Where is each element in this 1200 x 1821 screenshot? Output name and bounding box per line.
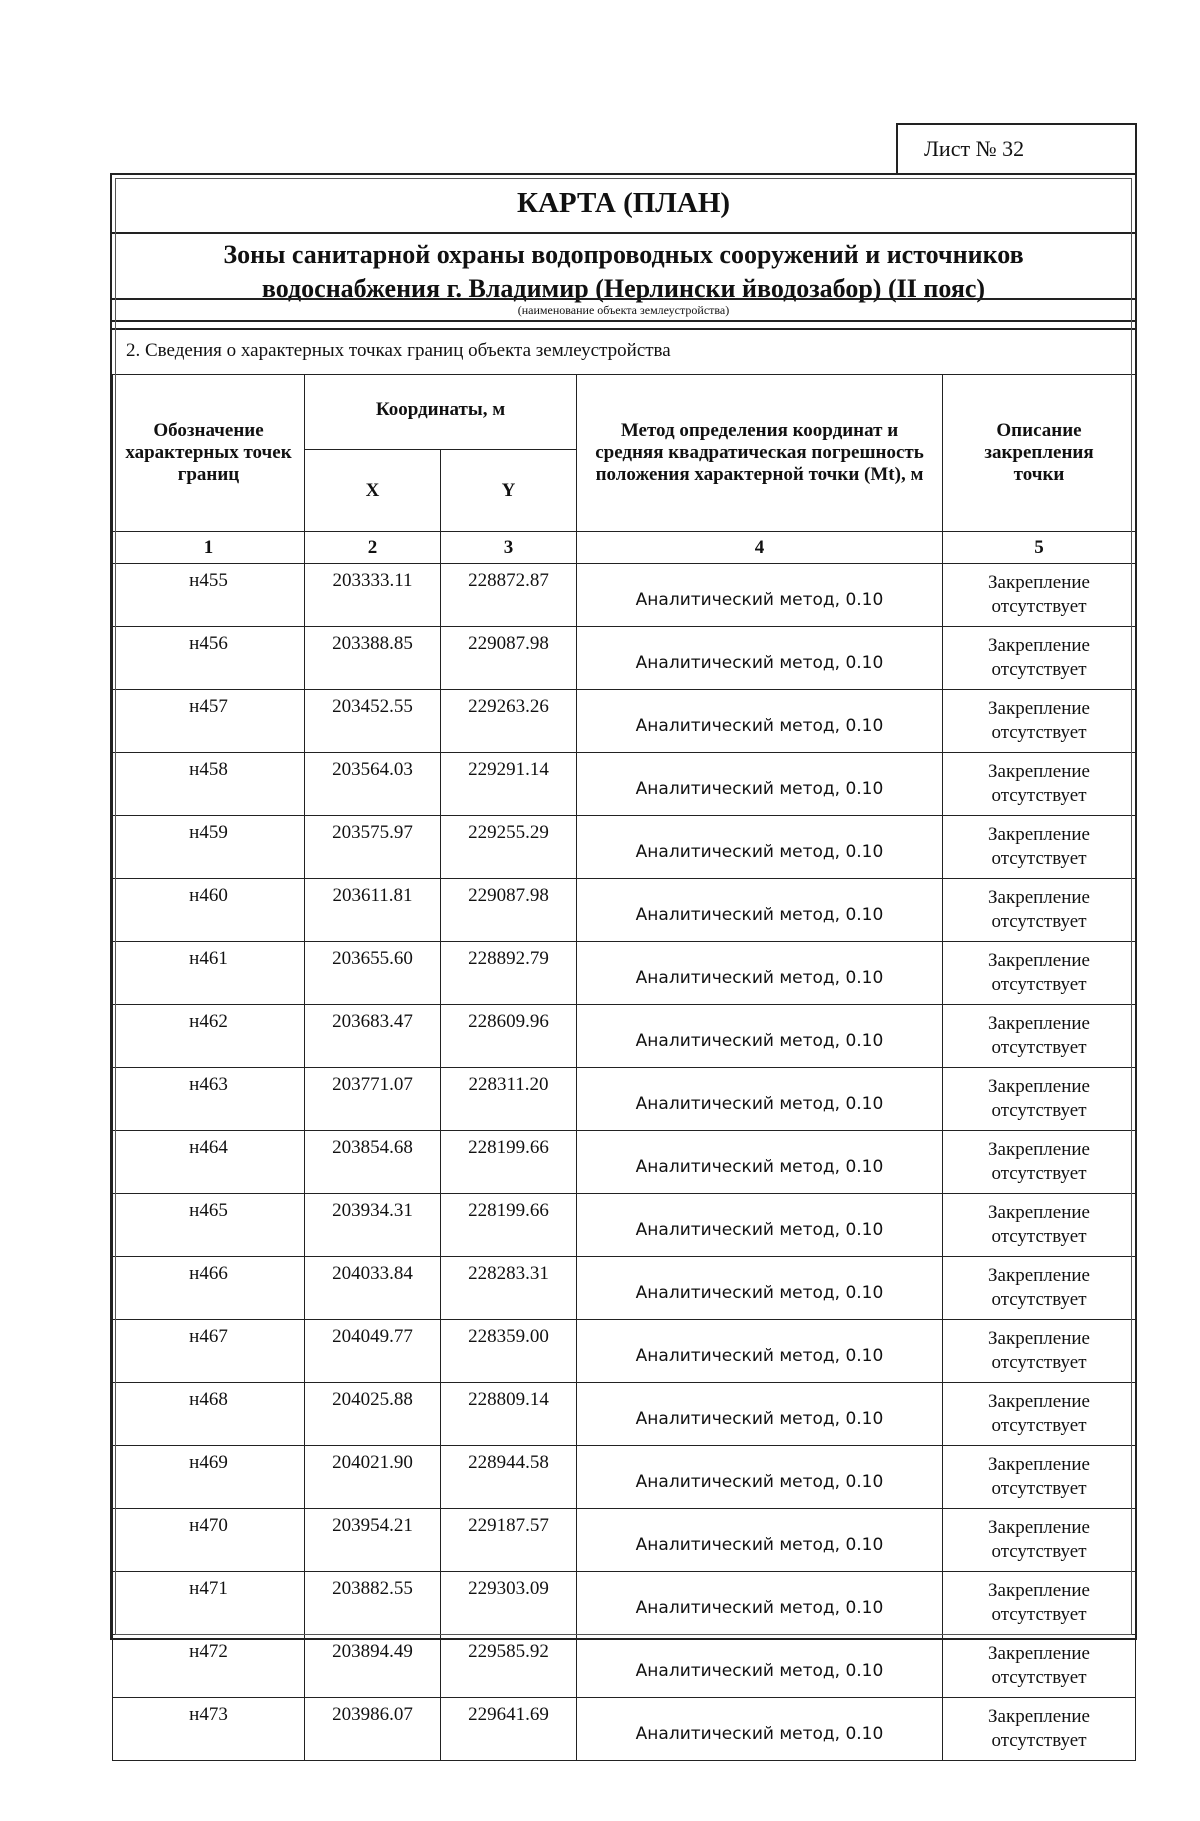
table-row	[113, 1005, 1136, 1068]
x-cell: 204033.84	[305, 1257, 441, 1320]
method-cell: Аналитический метод, 0.10	[577, 1572, 943, 1635]
description-cell	[943, 1572, 1136, 1635]
empty-row	[113, 1761, 1136, 1821]
point-cell: н457	[113, 690, 305, 753]
point-cell: н455	[113, 564, 305, 627]
x-cell: 204025.88	[305, 1383, 441, 1446]
table-row	[113, 1068, 1136, 1131]
y-cell: 229303.09	[441, 1572, 577, 1635]
y-cell: 228944.58	[441, 1446, 577, 1509]
y-cell: 228609.96	[441, 1005, 577, 1068]
table-row	[113, 1194, 1136, 1257]
table-row	[113, 1446, 1136, 1509]
x-cell: 203655.60	[305, 942, 441, 1005]
description-line: Закрепление	[943, 1390, 1135, 1414]
column-number: 2	[305, 532, 441, 564]
y-cell: 229291.14	[441, 753, 577, 816]
point-cell: н469	[113, 1446, 305, 1509]
table-row	[113, 1131, 1136, 1194]
description-line: Закрепление	[943, 1075, 1135, 1099]
y-cell: 229641.69	[441, 1698, 577, 1761]
x-cell: 203934.31	[305, 1194, 441, 1257]
table-row	[113, 1320, 1136, 1383]
method-cell: Аналитический метод, 0.10	[577, 627, 943, 690]
description-line: Закрепление	[943, 1579, 1135, 1603]
description-cell	[943, 1635, 1136, 1698]
document-frame	[110, 173, 1137, 1640]
header-y: Y	[441, 450, 577, 532]
description-line: отсутствует	[943, 784, 1135, 808]
point-cell: н468	[113, 1383, 305, 1446]
description-cell	[943, 942, 1136, 1005]
point-cell: н461	[113, 942, 305, 1005]
section-title: 2. Сведения о характерных точках границ объекта землеустройства	[112, 328, 1135, 374]
table-row	[113, 690, 1136, 753]
description-line: Закрепление	[943, 1642, 1135, 1666]
x-cell: 203575.97	[305, 816, 441, 879]
points-table	[112, 374, 1136, 1821]
table-row	[113, 1509, 1136, 1572]
sheet-number: Лист № 32	[896, 123, 1137, 173]
description-line: Закрепление	[943, 1327, 1135, 1351]
description-line: Закрепление	[943, 1012, 1135, 1036]
table-row	[113, 753, 1136, 816]
table-row	[113, 1572, 1136, 1635]
x-cell: 203611.81	[305, 879, 441, 942]
method-cell: Аналитический метод, 0.10	[577, 816, 943, 879]
method-cell: Аналитический метод, 0.10	[577, 1005, 943, 1068]
x-cell: 203452.55	[305, 690, 441, 753]
point-cell: н466	[113, 1257, 305, 1320]
description-cell	[943, 1005, 1136, 1068]
description-line: отсутствует	[943, 1540, 1135, 1564]
method-cell: Аналитический метод, 0.10	[577, 1446, 943, 1509]
header-x: X	[305, 450, 441, 532]
y-cell: 229255.29	[441, 816, 577, 879]
x-cell: 204049.77	[305, 1320, 441, 1383]
point-cell: н465	[113, 1194, 305, 1257]
column-number: 5	[943, 532, 1136, 564]
description-line: отсутствует	[943, 847, 1135, 871]
method-cell: Аналитический метод, 0.10	[577, 1383, 943, 1446]
object-name-caption: (наименование объекта землеустройства)	[112, 298, 1135, 322]
table-row	[113, 564, 1136, 627]
point-cell: н470	[113, 1509, 305, 1572]
description-line: отсутствует	[943, 1099, 1135, 1123]
method-cell: Аналитический метод, 0.10	[577, 879, 943, 942]
column-number: 4	[577, 532, 943, 564]
method-cell: Аналитический метод, 0.10	[577, 1698, 943, 1761]
method-cell: Аналитический метод, 0.10	[577, 942, 943, 1005]
object-name	[112, 234, 1135, 307]
description-cell	[943, 1257, 1136, 1320]
column-number: 3	[441, 532, 577, 564]
y-cell: 229187.57	[441, 1509, 577, 1572]
description-cell	[943, 1509, 1136, 1572]
description-line: Закрепление	[943, 697, 1135, 721]
description-cell	[943, 816, 1136, 879]
header-method: Метод определения координат и средняя квадратическая погрешность положения характерной точки (Mt), м	[577, 375, 943, 532]
table-row	[113, 627, 1136, 690]
description-cell	[943, 1698, 1136, 1761]
description-cell	[943, 753, 1136, 816]
x-cell: 203882.55	[305, 1572, 441, 1635]
y-cell: 229585.92	[441, 1635, 577, 1698]
description-line: отсутствует	[943, 721, 1135, 745]
y-cell: 228872.87	[441, 564, 577, 627]
method-cell: Аналитический метод, 0.10	[577, 1320, 943, 1383]
description-line: отсутствует	[943, 1288, 1135, 1312]
x-cell: 203854.68	[305, 1131, 441, 1194]
description-line: Закрепление	[943, 823, 1135, 847]
object-name-line-1: Зоны санитарной охраны водопроводных сооружений и источников	[112, 238, 1135, 272]
column-number: 1	[113, 532, 305, 564]
description-line: Закрепление	[943, 571, 1135, 595]
description-line: Закрепление	[943, 1264, 1135, 1288]
description-line: Закрепление	[943, 886, 1135, 910]
method-cell: Аналитический метод, 0.10	[577, 1068, 943, 1131]
point-cell: н463	[113, 1068, 305, 1131]
table-row	[113, 1257, 1136, 1320]
table-row	[113, 879, 1136, 942]
y-cell: 228283.31	[441, 1257, 577, 1320]
method-cell: Аналитический метод, 0.10	[577, 1509, 943, 1572]
y-cell: 228809.14	[441, 1383, 577, 1446]
description-line: отсутствует	[943, 1225, 1135, 1249]
table-row	[113, 1383, 1136, 1446]
method-cell: Аналитический метод, 0.10	[577, 1131, 943, 1194]
point-cell: н464	[113, 1131, 305, 1194]
point-cell: н472	[113, 1635, 305, 1698]
method-cell: Аналитический метод, 0.10	[577, 1194, 943, 1257]
description-line: отсутствует	[943, 1036, 1135, 1060]
description-cell	[943, 1446, 1136, 1509]
description-line: отсутствует	[943, 1729, 1135, 1753]
description-line: отсутствует	[943, 1351, 1135, 1375]
y-cell: 228199.66	[441, 1194, 577, 1257]
header-coordinates: Координаты, м	[305, 375, 577, 450]
description-line: Закрепление	[943, 1705, 1135, 1729]
description-cell	[943, 1131, 1136, 1194]
description-line: отсутствует	[943, 910, 1135, 934]
document-title: КАРТА (ПЛАН)	[112, 175, 1135, 234]
point-cell: н467	[113, 1320, 305, 1383]
point-cell: н460	[113, 879, 305, 942]
table-row	[113, 1698, 1136, 1761]
x-cell: 203954.21	[305, 1509, 441, 1572]
y-cell: 229087.98	[441, 627, 577, 690]
point-cell: н456	[113, 627, 305, 690]
description-line: отсутствует	[943, 1414, 1135, 1438]
description-line: отсутствует	[943, 658, 1135, 682]
description-line: Закрепление	[943, 1516, 1135, 1540]
y-cell: 228359.00	[441, 1320, 577, 1383]
description-line: Закрепление	[943, 1201, 1135, 1225]
description-line: отсутствует	[943, 1477, 1135, 1501]
description-line: Закрепление	[943, 634, 1135, 658]
description-cell	[943, 879, 1136, 942]
x-cell: 203388.85	[305, 627, 441, 690]
table-row	[113, 816, 1136, 879]
y-cell: 228199.66	[441, 1131, 577, 1194]
description-line: Закрепление	[943, 1453, 1135, 1477]
x-cell: 203333.11	[305, 564, 441, 627]
header-description: Описание закрепления точки	[943, 375, 1136, 532]
point-cell: н471	[113, 1572, 305, 1635]
description-cell	[943, 1194, 1136, 1257]
description-line: отсутствует	[943, 1666, 1135, 1690]
y-cell: 229087.98	[441, 879, 577, 942]
method-cell: Аналитический метод, 0.10	[577, 564, 943, 627]
description-line: отсутствует	[943, 1603, 1135, 1627]
object-name-line-2: водоснабжения г. Владимир (Нерлински йводозабор) (II пояс)	[112, 272, 1135, 306]
method-cell: Аналитический метод, 0.10	[577, 690, 943, 753]
description-cell	[943, 1383, 1136, 1446]
description-cell	[943, 690, 1136, 753]
x-cell: 203894.49	[305, 1635, 441, 1698]
method-cell: Аналитический метод, 0.10	[577, 753, 943, 816]
point-cell: н462	[113, 1005, 305, 1068]
y-cell: 229263.26	[441, 690, 577, 753]
x-cell: 203683.47	[305, 1005, 441, 1068]
description-line: Закрепление	[943, 1138, 1135, 1162]
header-point: Обозначение характерных точек границ	[113, 375, 305, 532]
point-cell: н458	[113, 753, 305, 816]
description-cell	[943, 1068, 1136, 1131]
table-row	[113, 1635, 1136, 1698]
x-cell: 203564.03	[305, 753, 441, 816]
description-line: отсутствует	[943, 595, 1135, 619]
point-cell: н459	[113, 816, 305, 879]
y-cell: 228311.20	[441, 1068, 577, 1131]
y-cell: 228892.79	[441, 942, 577, 1005]
description-line: Закрепление	[943, 949, 1135, 973]
column-numbers-row	[113, 532, 1136, 564]
method-cell: Аналитический метод, 0.10	[577, 1635, 943, 1698]
x-cell: 203986.07	[305, 1698, 441, 1761]
description-cell	[943, 1320, 1136, 1383]
description-line: отсутствует	[943, 1162, 1135, 1186]
x-cell: 203771.07	[305, 1068, 441, 1131]
description-cell	[943, 627, 1136, 690]
point-cell: н473	[113, 1698, 305, 1761]
x-cell: 204021.90	[305, 1446, 441, 1509]
description-line: Закрепление	[943, 760, 1135, 784]
description-cell	[943, 564, 1136, 627]
table-row	[113, 942, 1136, 1005]
method-cell: Аналитический метод, 0.10	[577, 1257, 943, 1320]
description-line: отсутствует	[943, 973, 1135, 997]
